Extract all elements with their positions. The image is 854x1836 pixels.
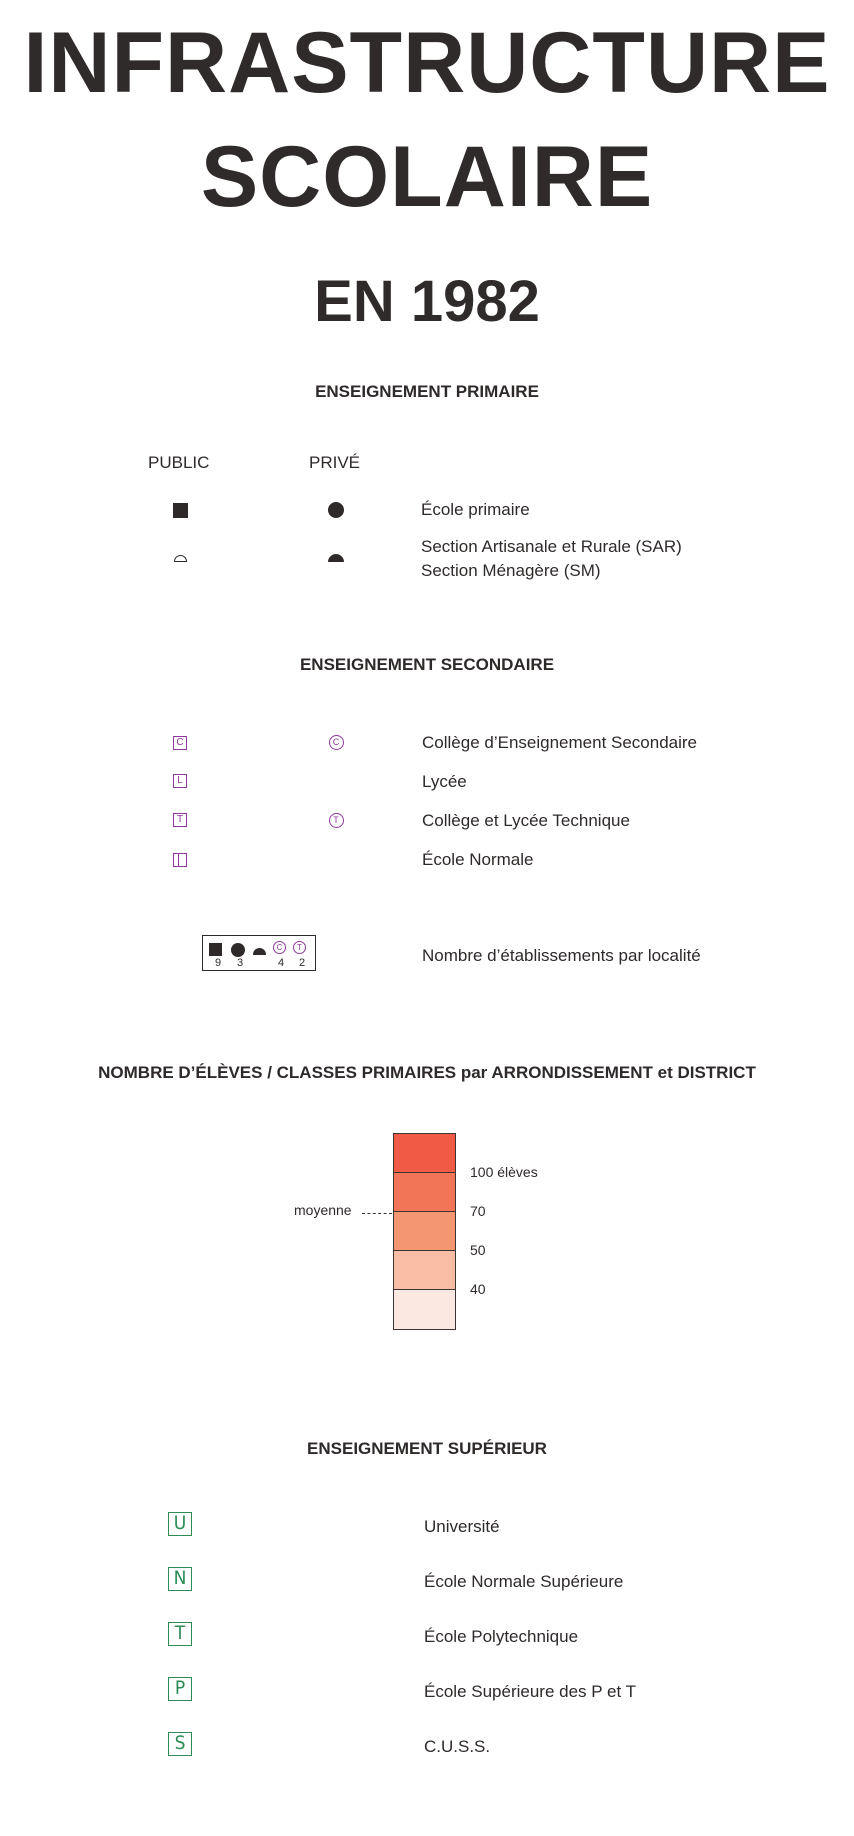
ens-label: École Normale Supérieure [424,1572,624,1591]
ecole-normale-icon [170,850,190,870]
column-private: PRIVÉ [309,453,361,472]
scale-label-50: 50 [470,1242,486,1258]
ens-icon: N [167,1566,193,1592]
count-technical-icon: T [293,941,306,954]
university-label: Université [424,1517,500,1536]
count-number-3: 4 [278,957,285,969]
scale-band-1 [394,1134,455,1173]
technical-label: Collège et Lycée Technique [422,811,630,830]
count-circle-icon [231,943,245,957]
pet-school-label: École Supérieure des P et T [424,1682,637,1701]
polytechnique-label: École Polytechnique [424,1627,579,1646]
scale-band-5 [394,1290,455,1329]
average-marker-line [362,1213,392,1214]
sm-label: Section Ménagère (SM) [421,561,601,580]
count-number-4: 2 [299,957,306,969]
average-label: moyenne [294,1202,352,1218]
public-technical-icon: T [170,810,190,830]
sar-label: Section Artisanale et Rurale (SAR) [421,537,682,556]
lycee-label: Lycée [422,772,467,791]
public-sar-icon [170,552,190,564]
establishment-count-example [202,935,316,971]
secondary-heading: ENSEIGNEMENT SECONDAIRE [299,655,555,674]
count-number-2: 3 [237,957,244,969]
university-icon: U [167,1511,193,1537]
count-half-circle-icon [253,948,266,955]
private-primary-school-icon [326,500,346,520]
ces-label: Collège d’Enseignement Secondaire [422,733,698,752]
private-technical-icon: T [326,810,346,830]
count-number-1: 9 [215,957,222,969]
count-label: Nombre d’établissements par localité [422,946,701,965]
scale-label-100: 100 élèves [470,1164,538,1180]
scale-label-70: 70 [470,1203,486,1219]
cuss-icon: S [167,1731,193,1757]
pet-school-icon: P [167,1676,193,1702]
map-title-line-1: INFRASTRUCTURE [23,15,831,111]
higher-heading: ENSEIGNEMENT SUPÉRIEUR [307,1439,547,1458]
scale-band-3 [394,1212,455,1251]
scale-band-2 [394,1173,455,1212]
primary-heading: ENSEIGNEMENT PRIMAIRE [315,382,539,401]
scale-label-40: 40 [470,1281,486,1297]
map-title-year: EN 1982 [314,269,540,334]
count-square-icon [209,943,222,956]
students-heading: NOMBRE D’ÉLÈVES / CLASSES PRIMAIRES par ARRONDISSEMENT et DISTRICT [98,1063,756,1082]
students-color-scale [393,1133,456,1330]
cuss-label: C.U.S.S. [424,1737,491,1756]
public-lycee-icon: L [170,771,190,791]
public-ces-icon: C [170,733,190,753]
polytechnique-icon: T [167,1621,193,1647]
public-primary-school-icon [170,500,190,520]
scale-band-4 [394,1251,455,1290]
map-title-line-2: SCOLAIRE [200,129,654,225]
private-sar-icon [326,552,346,564]
column-public: PUBLIC [148,453,210,472]
private-ces-icon: C [326,732,346,752]
primary-school-label: École primaire [421,500,530,519]
ecole-normale-label: École Normale [422,850,534,869]
count-college-icon: C [273,941,286,954]
